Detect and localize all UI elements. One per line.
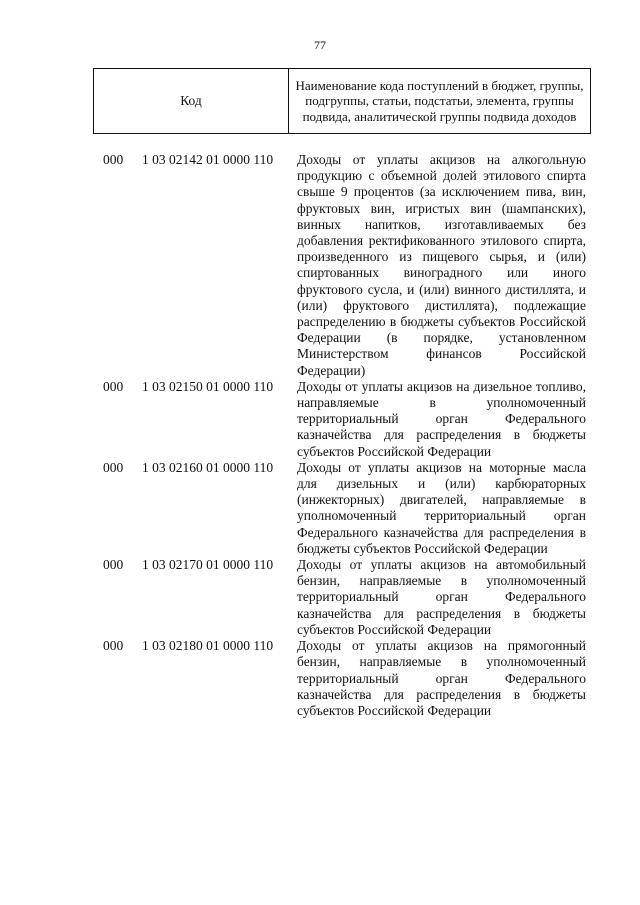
- table-row: [0, 379, 640, 460]
- revenue-code: 1 03 02160 01 0000 110: [142, 459, 274, 475]
- admin-code: 000: [103, 152, 124, 167]
- header-code-column: Код: [94, 69, 289, 133]
- table-row: [0, 152, 640, 379]
- revenue-code: 1 03 02142 01 0000 110: [142, 152, 274, 167]
- page-number: 77: [314, 38, 326, 52]
- admin-code: 000: [103, 638, 124, 654]
- admin-code: 000: [103, 378, 124, 394]
- revenue-code: 1 03 02170 01 0000 110: [142, 557, 274, 573]
- table-row: [0, 638, 640, 719]
- table-row: [0, 460, 640, 557]
- table-row: [0, 557, 640, 638]
- revenue-description: Доходы от уплаты акцизов на моторные масла для дизельных и (или) карбюраторных (инжекторных) двигателей, направляемые в уполномоченный территориальный орган Федерального казначейства для распределения в бюджеты субъектов Российской Федерации: [297, 459, 586, 556]
- revenue-code: 1 03 02180 01 0000 110: [142, 638, 274, 654]
- header-name-column: Наименование кода поступлений в бюджет, группы, подгруппы, статьи, подстатьи, элемента, группы подвида, аналитической группы подвида доходов: [295, 77, 584, 124]
- revenue-description: Доходы от уплаты акцизов на автомобильный бензин, направляемые в уполномоченный территориальный орган Федерального казначейства для распределения в бюджеты субъектов Российской Федерации: [297, 557, 586, 637]
- admin-code: 000: [103, 459, 124, 475]
- revenue-description: Доходы от уплаты акцизов на прямогонный бензин, направляемые в уполномоченный территориальный орган Федерального казначейства для распределения в бюджеты субъектов Российской Федерации: [297, 638, 586, 718]
- revenue-description: Доходы от уплаты акцизов на алкогольную продукцию с объемной долей этилового спирта свыше 9 процентов (за исключением пива, вин, фруктовых вин, игристых вин (шампанских), винных напитков, изготавливаемых без добавления ректификованного этилового спирта, произведенного из пищевого сырья, и (или) спиртованных виноградного или иного фруктового сусла, и (или) винного дистиллята, и (или) фруктового дистиллята), подлежащие распределению в бюджеты субъектов Российской Федерации (в порядке, установленном Министерством финансов Российской Федерации): [297, 152, 586, 378]
- table-header: [93, 68, 591, 134]
- admin-code: 000: [103, 557, 124, 573]
- revenue-description: Доходы от уплаты акцизов на дизельное топливо, направляемые в уполномоченный территориальный орган Федерального казначейства для распределения в бюджеты субъектов Российской Федерации: [297, 378, 586, 459]
- table-body: [0, 152, 640, 719]
- revenue-code: 1 03 02150 01 0000 110: [142, 378, 274, 394]
